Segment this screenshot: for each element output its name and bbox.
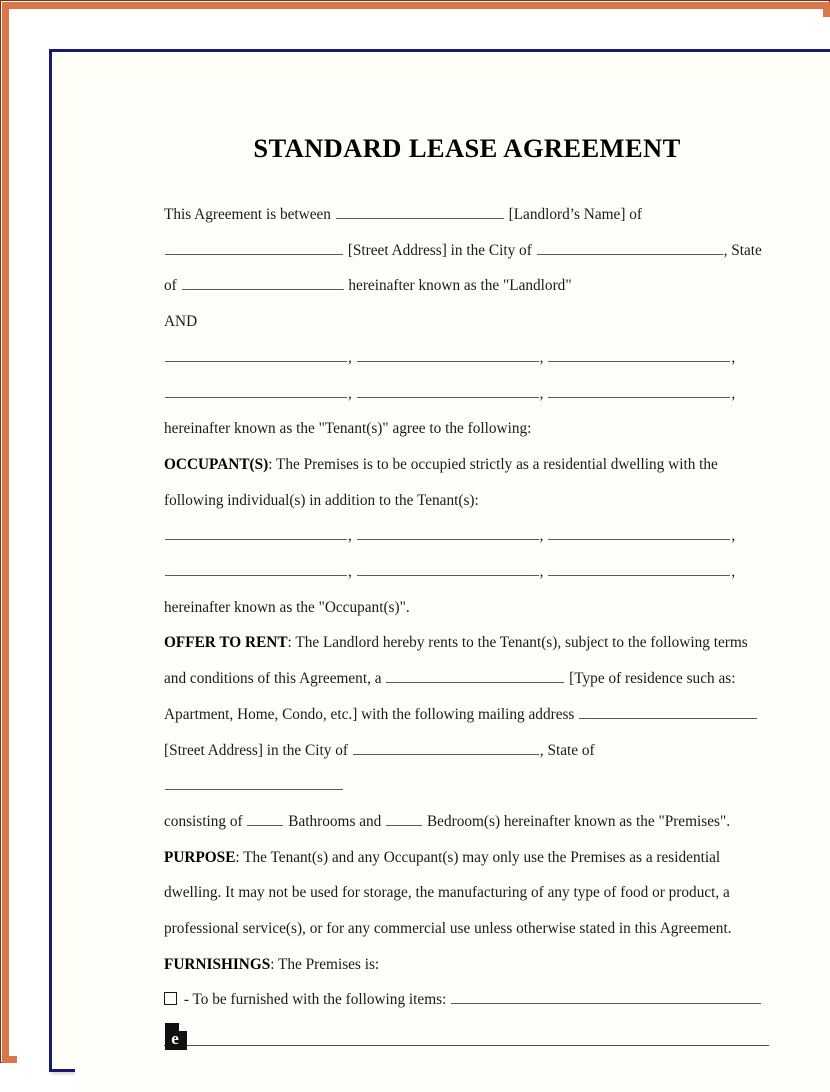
bathrooms-count-blank[interactable] xyxy=(247,811,283,826)
decorative-navy-border xyxy=(49,49,830,1072)
premises-state-blank[interactable] xyxy=(165,775,343,790)
landlord-name-blank[interactable] xyxy=(336,204,504,219)
offer-text-b: and conditions of this Agreement, a xyxy=(164,670,386,688)
occupants-heading: OCCUPANT(S) xyxy=(164,455,269,473)
offer-text-a: : The Landlord hereby rents to the Tenant(s), subject to the following terms xyxy=(287,634,748,652)
section-offer-line-3 xyxy=(164,697,772,733)
tenant-name-blank-5[interactable] xyxy=(357,382,539,397)
bedrooms-count-blank[interactable] xyxy=(386,811,422,826)
decorative-white-gap xyxy=(17,17,830,1064)
occupant-name-blank-5[interactable] xyxy=(357,561,539,576)
occupants-closing-text: hereinafter known as the "Occupant(s)". xyxy=(164,598,410,616)
tenant-name-blank-6[interactable] xyxy=(548,382,730,397)
tenant-name-blank-2[interactable] xyxy=(357,347,539,362)
occupants-text-a: : The Premises is to be occupied strictly as a residential dwelling with the xyxy=(268,455,718,473)
and-label: AND xyxy=(164,313,198,331)
section-occupants-line-1 xyxy=(164,447,772,483)
intro-text-b: [Landlord’s Name] of xyxy=(504,206,642,223)
section-purpose-line-1 xyxy=(164,840,772,876)
document-body xyxy=(164,197,772,1046)
paragraph-intro-line-1 xyxy=(164,197,772,233)
offer-text-h: Bathrooms and xyxy=(284,812,386,830)
tenant-blank-row-1: , , , xyxy=(164,340,772,376)
furnishings-option-label: - To be furnished with the following items: xyxy=(180,991,451,1009)
tenant-blank-row-2: , , , xyxy=(164,376,772,412)
landlord-city-blank[interactable] xyxy=(537,240,723,255)
paragraph-intro-line-3 xyxy=(164,268,772,304)
occupant-blank-row-2: , , , xyxy=(164,554,772,590)
intro-text-d: , State xyxy=(723,241,762,259)
intro-text-a: This Agreement is between xyxy=(164,206,335,223)
document-file-icon xyxy=(165,1023,187,1050)
landlord-street-address-blank[interactable] xyxy=(165,240,343,255)
document-icon-letter: e xyxy=(171,1029,179,1048)
occupant-name-blank-3[interactable] xyxy=(548,525,730,540)
paragraph-intro-line-2 xyxy=(164,233,772,269)
furnishings-option-furnished xyxy=(164,982,772,1018)
offer-text-e: [Street Address] in the City of xyxy=(164,741,352,759)
tenant-closing-text: hereinafter known as the "Tenant(s)" agree to the following: xyxy=(164,420,532,438)
section-offer-line-5 xyxy=(164,804,772,840)
occupant-name-blank-2[interactable] xyxy=(357,525,539,540)
occupant-name-blank-1[interactable] xyxy=(165,525,347,540)
intro-text-c: [Street Address] in the City of xyxy=(344,241,536,259)
mailing-address-blank[interactable] xyxy=(579,704,757,719)
premises-city-blank[interactable] xyxy=(353,739,539,754)
residence-type-blank[interactable] xyxy=(386,668,564,683)
purpose-text-a: : The Tenant(s) and any Occupant(s) may only use the Premises as a residential xyxy=(235,848,721,866)
checkbox-icon-furnished[interactable] xyxy=(164,992,177,1005)
offer-text-c: [Type of residence such as: xyxy=(565,670,736,688)
decorative-orange-border xyxy=(2,2,830,1063)
occupant-name-blank-4[interactable] xyxy=(165,561,347,576)
landlord-state-blank[interactable] xyxy=(182,275,344,290)
purpose-heading: PURPOSE xyxy=(164,848,236,866)
tenant-name-blank-1[interactable] xyxy=(165,347,347,362)
occupant-name-blank-6[interactable] xyxy=(548,561,730,576)
section-occupants-line-2: following individual(s) in addition to the Tenant(s): xyxy=(164,491,479,509)
document-page xyxy=(75,75,830,1092)
offer-text-i: Bedroom(s) hereinafter known as the "Premises". xyxy=(423,812,731,830)
tenant-name-blank-4[interactable] xyxy=(165,382,347,397)
occupant-blank-row-1: , , , xyxy=(164,518,772,554)
section-offer-line-2 xyxy=(164,661,772,697)
furnishings-text-a: : The Premises is: xyxy=(270,955,380,973)
intro-text-f: hereinafter known as the "Landlord" xyxy=(344,277,572,295)
tenant-name-blank-3[interactable] xyxy=(548,347,730,362)
offer-text-f: , State of xyxy=(539,741,595,759)
section-furnishings-line-1 xyxy=(164,947,772,983)
section-offer-line-1 xyxy=(164,625,772,661)
furnishings-heading: FURNISHINGS xyxy=(164,955,271,973)
offer-to-rent-heading: OFFER TO RENT xyxy=(164,634,288,652)
furnished-items-blank[interactable] xyxy=(451,989,761,1004)
section-purpose-line-2: dwelling. It may not be used for storage, the manufacturing of any type of food or product, a xyxy=(164,884,730,902)
furnished-items-continuation-rule[interactable] xyxy=(164,1044,769,1046)
offer-text-d: Apartment, Home, Condo, etc.] with the following mailing address xyxy=(164,705,579,723)
section-offer-line-4 xyxy=(164,733,772,804)
section-purpose-line-3: professional service(s), or for any commercial use unless otherwise stated in this Agreement. xyxy=(164,920,732,938)
offer-text-g: consisting of xyxy=(164,812,247,830)
page-title: STANDARD LEASE AGREEMENT xyxy=(253,133,681,163)
intro-text-e: of xyxy=(164,277,181,295)
